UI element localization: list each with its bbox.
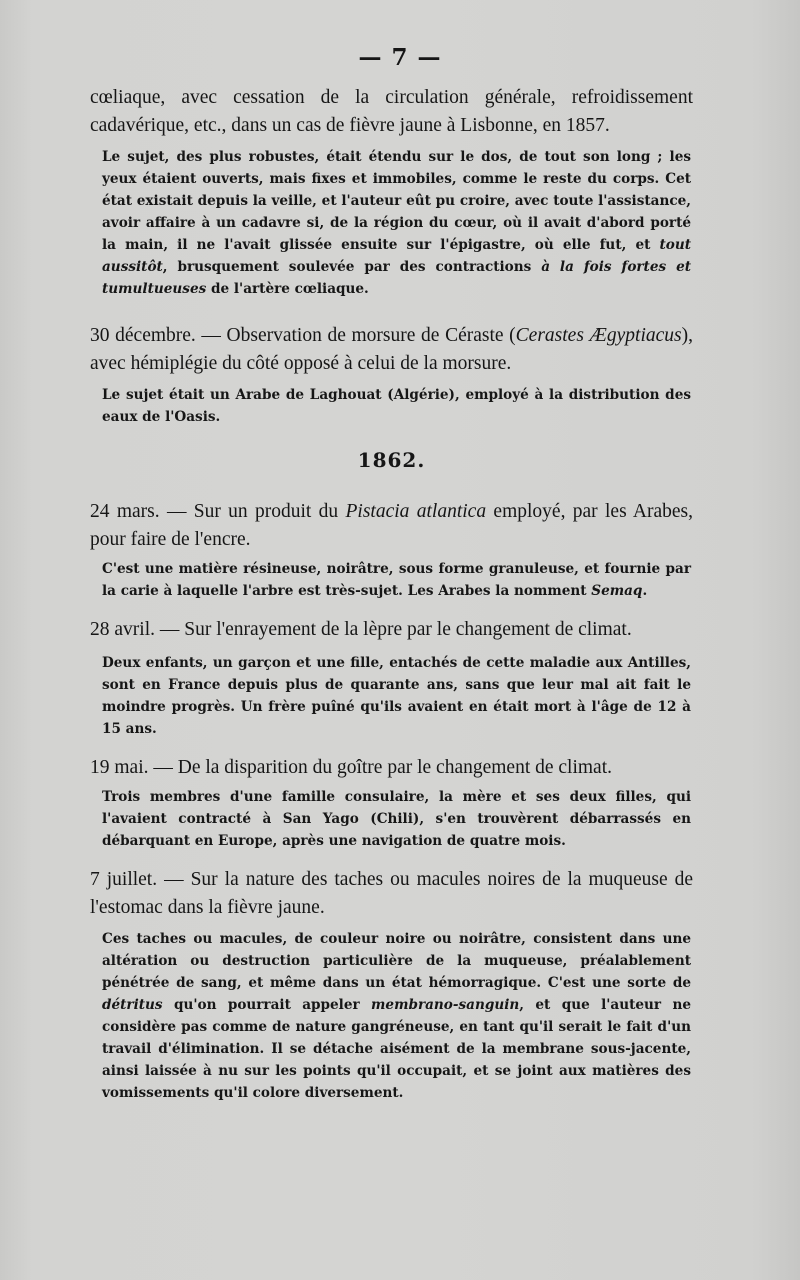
entry-lead: 7 juillet. — Sur la nature des taches ou macules noires de la muqueuse de l'estomac dans la fièvre jaune.: [90, 869, 693, 918]
note-italic: détritus: [102, 997, 163, 1013]
entry-note: [90, 928, 693, 1104]
note-italic: tout aussitôt: [102, 237, 691, 275]
entry-lepre: [90, 616, 693, 740]
note-text: Ces taches ou macules, de couleur noire ou noirâtre, consistent dans une altération ou destruction particulière de la muqueuse, préalablement pénétrée de sang, et même dans un état hémorragique. C'est une sorte de: [102, 931, 691, 991]
note-text: .: [642, 583, 648, 599]
note-italic: membrano-sanguin: [371, 997, 520, 1013]
lead-text: ), avec hémiplégie du côté opposé à celui de la morsure.: [90, 325, 693, 374]
note-text: , et que l'auteur ne considère pas comme de nature gangréneuse, en tant qu'il serait le fait d'un travail d'élimination. Il se détache aisément de la membrane sous-jacente, ainsi laissée à nu sur les points qu'il occupait, et se joint aux matières des vomissements qu'il colore diversement.: [102, 997, 691, 1101]
entry-note: Trois membres d'une famille consulaire, la mère et ses deux filles, qui l'avaient contracté à San Yago (Chili), s'en trouvèrent débarrassés en débarquant en Europe, après une navigation de quatre mois.: [102, 789, 691, 849]
entry-lead: [90, 498, 693, 554]
entry-note: Le sujet était un Arabe de Laghouat (Algérie), employé à la distribution des eaux de l'Oasis.: [102, 387, 691, 425]
note-text: qu'on pourrait appeler: [162, 997, 372, 1013]
lead-text: 24 mars. — Sur un produit du: [90, 501, 346, 522]
entry-note: [90, 146, 693, 300]
note-text: Le sujet, des plus robustes, était étendu sur le dos, de tout son long ; les yeux étaient ouverts, mais fixes et immobiles, comme le reste du corps. Cet état existait depuis la veille, et l'auteur eût pu croire, avec toute l'assistance, avoir affaire à un cadavre si, de la région du cœur, où il avait d'abord porté la main, il ne l'avait glissée ensuite sur l'épigastre, où elle fut, et: [102, 149, 691, 253]
entry-lead: [90, 322, 693, 378]
note-text: , brusquement soulevée par des contractions: [162, 259, 542, 275]
note-italic: à la fois fortes et tumultueuses: [102, 259, 691, 297]
note-italic: Semaq: [591, 583, 643, 599]
page-number: — 7 —: [358, 44, 442, 71]
entry-goitre: [90, 754, 693, 852]
lead-italic: Cerastes Ægyptiacus: [515, 325, 682, 346]
lead-text: employé, par les Arabes, pour faire de l'encre.: [90, 501, 694, 550]
entry-lead: 19 mai. — De la disparition du goître par le changement de climat.: [90, 757, 613, 778]
page-content: [90, 84, 693, 1118]
note-text: C'est une matière résineuse, noirâtre, sous forme granuleuse, et fournie par la carie à laquelle l'arbre est très-sujet. Les Arabes la nomment: [102, 561, 691, 599]
entry-continuation: [90, 84, 693, 300]
entry-note: Deux enfants, un garçon et une fille, entachés de cette maladie aux Antilles, sont en France depuis plus de quarante ans, sans que leur mal ait fait le moindre progrès. Un frère puîné qu'ils avaient en était mort à l'âge de 12 à 15 ans.: [102, 655, 691, 737]
entry-ceraste: [90, 322, 693, 428]
year-heading: 1862.: [357, 448, 426, 472]
entry-lead: 28 avril. — Sur l'enrayement de la lèpre par le changement de climat.: [90, 619, 632, 640]
lead-italic: Pistacia atlantica: [345, 501, 487, 522]
entry-lead: cœliaque, avec cessation de la circulation générale, refroidissement cadavérique, etc., dans un cas de fièvre jaune à Lisbonne, en 1857.: [90, 87, 693, 136]
entry-note: [90, 558, 693, 602]
entry-pistacia: [90, 498, 693, 602]
lead-text: 30 décembre. — Observation de morsure de Céraste (: [90, 325, 516, 346]
entry-taches: [90, 866, 693, 1104]
note-text: de l'artère cœliaque.: [206, 281, 369, 297]
